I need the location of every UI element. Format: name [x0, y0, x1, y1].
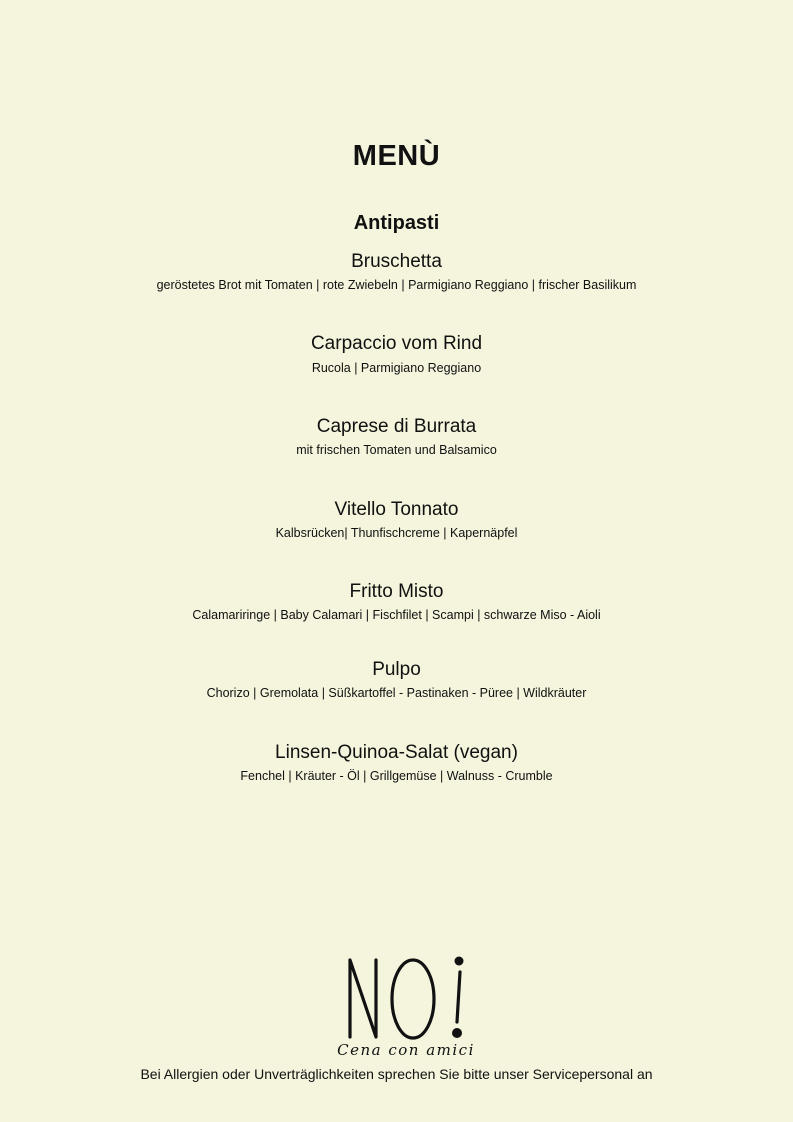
- dish-name: Caprese di Burrata: [316, 416, 477, 437]
- dish-name: Vitello Tonnato: [334, 499, 459, 520]
- svg-text:Cena con amici: Cena con amici: [337, 1041, 475, 1059]
- allergy-note: Bei Allergien oder Unverträglichkeiten sprechen Sie bitte unser Servicepersonal an: [140, 1066, 653, 1082]
- dish-description: Rucola | Parmigiano Reggiano: [311, 361, 482, 375]
- dish-name: Carpaccio vom Rind: [310, 333, 483, 354]
- dish-name: Pulpo: [372, 659, 421, 680]
- menu-title: MENÙ: [352, 140, 441, 172]
- noi-logo: [310, 950, 490, 1065]
- dish-description: Calamariringe | Baby Calamari | Fischfilet | Scampi | schwarze Miso - Aioli: [192, 608, 601, 622]
- dish-description: Kalbsrücken| Thunfischcreme | Kapernäpfel: [275, 526, 518, 540]
- dish-name: Bruschetta: [351, 251, 442, 272]
- dish-description: Fenchel | Kräuter - Öl | Grillgemüse | Walnuss - Crumble: [240, 769, 553, 783]
- dish-name: Fritto Misto: [349, 581, 444, 602]
- dish-description: mit frischen Tomaten und Balsamico: [296, 443, 497, 457]
- dish-description: geröstetes Brot mit Tomaten | rote Zwiebeln | Parmigiano Reggiano | frischer Basilikum: [156, 278, 637, 292]
- section-heading-antipasti: Antipasti: [353, 212, 440, 234]
- dish-description: Chorizo | Gremolata | Süßkartoffel - Pastinaken - Püree | Wildkräuter: [206, 686, 587, 700]
- dish-name: Linsen-Quinoa-Salat (vegan): [275, 742, 518, 763]
